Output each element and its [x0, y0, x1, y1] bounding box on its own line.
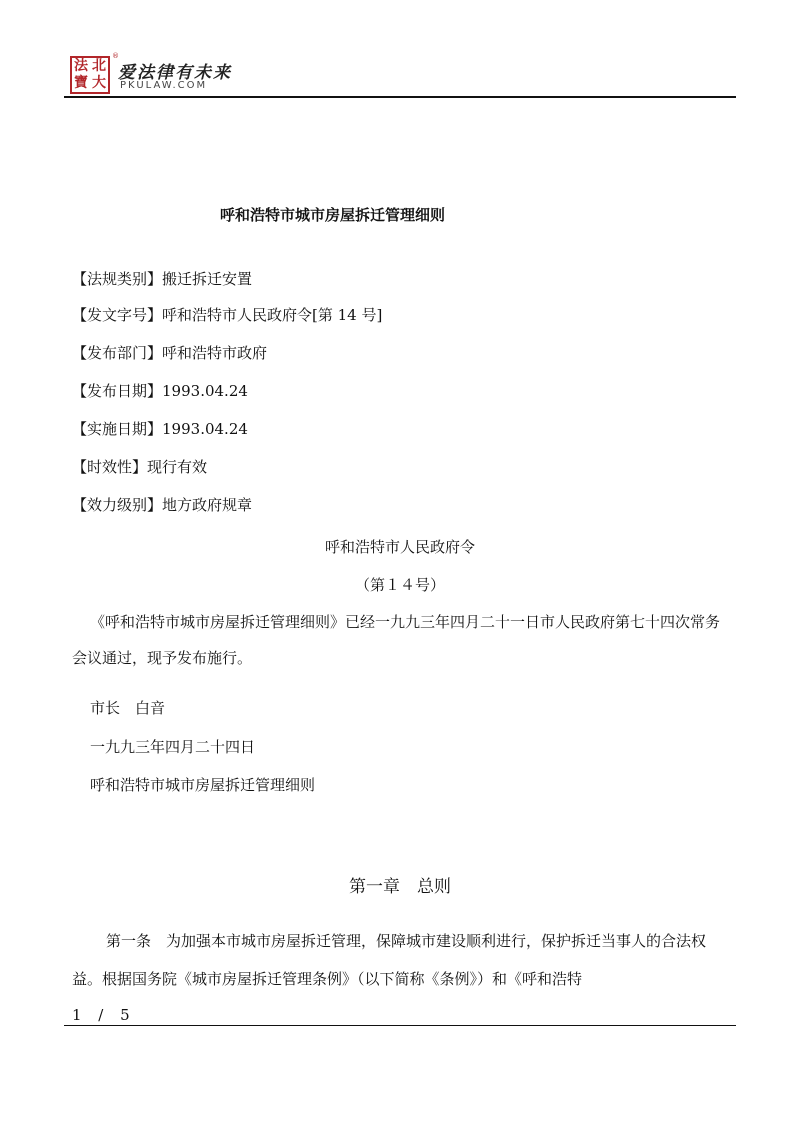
footer-divider: [64, 1025, 736, 1026]
logo-char: 寶: [74, 75, 88, 91]
meta-value: 现行有效: [147, 458, 208, 476]
page-indicator: 1 / 5: [72, 1006, 136, 1024]
meta-publish-date: [72, 380, 248, 401]
document-title: 呼和浩特市城市房屋拆迁管理细则: [220, 206, 446, 224]
pkulaw-logo: [70, 56, 110, 94]
meta-value: 呼和浩特市政府: [162, 344, 268, 362]
meta-key: 【发文字号】: [72, 306, 163, 324]
meta-key: 【时效性】: [72, 458, 148, 476]
meta-document-number: [72, 304, 382, 325]
meta-value: 搬迁拆迁安置: [162, 270, 253, 288]
meta-issuing-department: [72, 342, 267, 363]
logo-char: 大: [92, 75, 106, 91]
brand-url: PKULAW.COM: [120, 80, 208, 91]
meta-key: 【发布日期】: [72, 382, 163, 400]
meta-key: 【实施日期】: [72, 420, 163, 438]
body-title-line: 呼和浩特市城市房屋拆迁管理细则: [90, 776, 316, 794]
meta-key: 【发布部门】: [72, 344, 163, 362]
meta-value: 呼和浩特市人民政府令[第 14 号]: [162, 306, 383, 324]
announcement-paragraph: 《呼和浩特市城市房屋拆迁管理细则》已经一九九三年四月二十一日市人民政府第七十四次常务会议通过，现予发布施行。: [72, 613, 721, 667]
chapter-heading: 第一章 总则: [349, 877, 451, 897]
order-title: 呼和浩特市人民政府令: [324, 538, 475, 556]
article-paragraph: 第一条 为加强本市城市房屋拆迁管理，保障城市建设顺利进行，保护拆迁当事人的合法权益。根据国务院《城市房屋拆迁管理条例》（以下简称《条例》）和《呼和浩特: [72, 932, 707, 988]
meta-effective-date: [72, 418, 248, 439]
signer-line: 市长 白音: [90, 699, 166, 717]
logo-char: 北: [92, 58, 106, 74]
meta-key: 【法规类别】: [72, 270, 163, 288]
page-header: [0, 0, 800, 96]
meta-value: 地方政府规章: [162, 496, 253, 514]
order-number: （第１４号）: [354, 576, 445, 594]
logo-char: 法: [74, 58, 88, 74]
meta-validity: [72, 456, 207, 477]
meta-regulation-category: [72, 268, 252, 289]
registered-mark: ®: [112, 52, 119, 60]
meta-value: 1993.04.24: [162, 382, 248, 400]
meta-value: 1993.04.24: [162, 420, 248, 438]
meta-legal-level: [72, 494, 252, 515]
header-divider: [64, 96, 736, 98]
meta-key: 【效力级别】: [72, 496, 163, 514]
sign-date-line: 一九九三年四月二十四日: [90, 738, 256, 756]
brand-slogan: 爱法律有未来: [118, 63, 232, 83]
